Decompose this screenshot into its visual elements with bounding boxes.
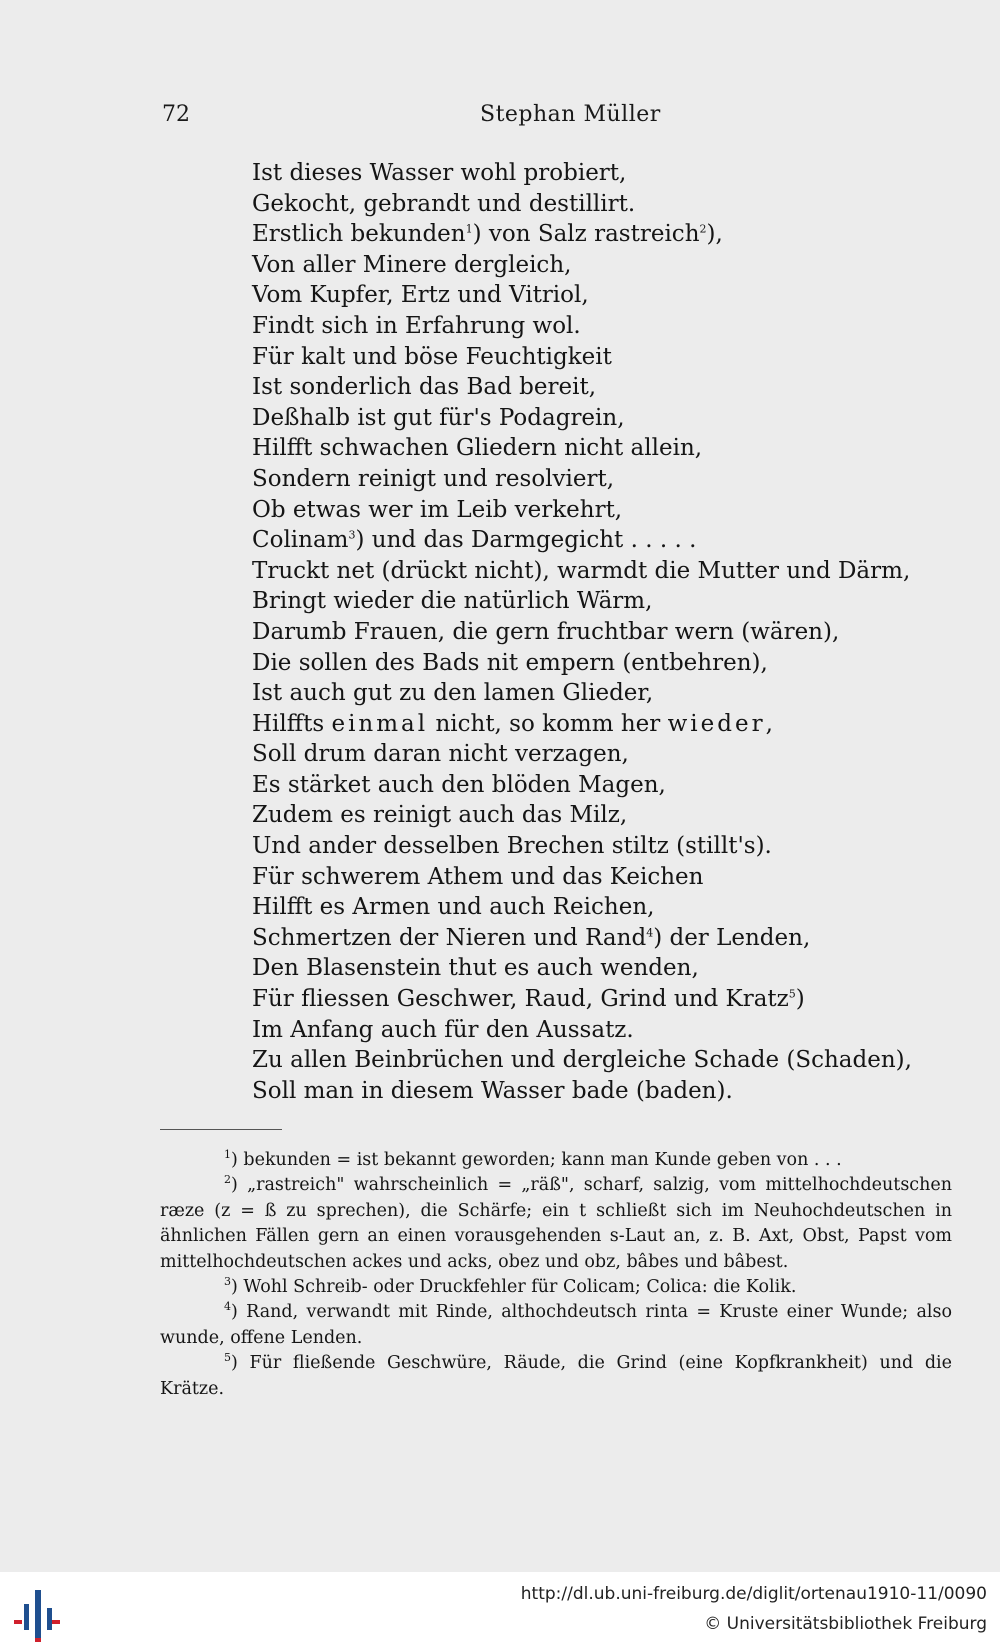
line-text: Bringt wieder die natürlich Wärm,	[252, 588, 653, 615]
page-number: 72	[162, 102, 190, 127]
poem-line	[252, 678, 952, 709]
line-text: Soll man in diesem Wasser bade (baden).	[252, 1077, 733, 1104]
source-url-link[interactable]: http://dl.ub.uni-freiburg.de/diglit/ortenau1910-11/0090	[520, 1584, 987, 1604]
line-text: Soll drum daran nicht verzagen,	[252, 741, 629, 768]
emphasized-text: wieder	[667, 710, 766, 737]
poem-line	[252, 280, 952, 311]
footnote-reference: 4	[646, 926, 654, 940]
footnote-marker: 2	[224, 1173, 231, 1187]
poem-line	[252, 250, 952, 281]
poem-line	[252, 556, 952, 587]
poem-line	[252, 158, 952, 189]
line-text: Vom Kupfer, Ertz und Vitriol,	[252, 282, 589, 309]
line-text: Erstlich bekunden	[252, 221, 466, 248]
line-text: Zudem es reinigt auch das Milz,	[252, 802, 628, 829]
poem-line	[252, 770, 952, 801]
footnote-4	[160, 1300, 952, 1351]
copyright-notice: © Universitätsbibliothek Freiburg	[704, 1614, 987, 1634]
poem-line	[252, 648, 952, 679]
footnote-5	[160, 1351, 952, 1402]
line-text: ) von Salz rastreich	[472, 221, 700, 248]
footnote-3	[160, 1275, 952, 1300]
line-text: Für kalt und böse Feuchtigkeit	[252, 343, 612, 370]
line-text: Gekocht, gebrandt und destillirt.	[252, 190, 636, 217]
line-text: Hilfft schwachen Gliedern nicht allein,	[252, 435, 703, 462]
poem	[252, 158, 952, 1106]
line-text: Hilffts	[252, 710, 332, 737]
line-text: Ob etwas wer im Leib verkehrt,	[252, 496, 623, 523]
line-text: Ist sonderlich das Bad bereit,	[252, 374, 597, 401]
poem-line	[252, 1076, 952, 1107]
line-text: ,	[765, 710, 773, 737]
line-text: ) und das Darmgegicht . . . . .	[355, 527, 697, 554]
footnote-text: ) Wohl Schreib- oder Druckfehler für Colicam; Colica: die Kolik.	[231, 1277, 797, 1298]
line-text: Findt sich in Erfahrung wol.	[252, 312, 581, 339]
line-text: Deßhalb ist gut für's Podagrein,	[252, 404, 625, 431]
line-text: Die sollen des Bads nit empern (entbehren),	[252, 649, 768, 676]
footnote-marker: 5	[224, 1351, 231, 1365]
poem-line	[252, 984, 952, 1015]
footnote-text: ) Rand, verwandt mit Rinde, althochdeutsch rinta = Kruste einer Wunde; also wunde, offene Lenden.	[160, 1302, 952, 1348]
poem-line	[252, 433, 952, 464]
line-text: )	[795, 986, 805, 1013]
poem-line	[252, 403, 952, 434]
line-text: Sondern reinigt und resolviert,	[252, 465, 615, 492]
poem-line	[252, 617, 952, 648]
poem-line	[252, 342, 952, 373]
poem-line	[252, 892, 952, 923]
page-edge	[1000, 0, 1007, 1572]
line-text: nicht, so komm her	[428, 710, 668, 737]
footnote-reference: 3	[348, 528, 356, 542]
poem-line	[252, 525, 952, 556]
footnote-2	[160, 1173, 952, 1275]
line-text: Darumb Frauen, die gern fruchtbar wern (wären),	[252, 618, 840, 645]
poem-line	[252, 495, 952, 526]
line-text: Es stärket auch den blöden Magen,	[252, 771, 666, 798]
line-text: Colinam	[252, 527, 349, 554]
footnote-separator	[160, 1129, 282, 1130]
line-text: Hilfft es Armen und auch Reichen,	[252, 894, 655, 921]
line-text: Schmertzen der Nieren und Rand	[252, 924, 647, 951]
line-text: Truckt net (drückt nicht), warmdt die Mutter und Därm,	[252, 557, 911, 584]
poem-line	[252, 219, 952, 250]
line-text: Den Blasenstein thut es auch wenden,	[252, 955, 699, 982]
poem-line	[252, 953, 952, 984]
footnote-reference: 1	[465, 222, 473, 236]
poem-line	[252, 800, 952, 831]
poem-line	[252, 709, 952, 740]
footnote-text: ) Für fließende Geschwüre, Räude, die Grind (eine Kopfkrankheit) und die Krätze.	[160, 1353, 952, 1399]
line-text: Zu allen Beinbrüchen und dergleiche Schade (Schaden),	[252, 1047, 912, 1074]
footnote-text: ) „rastreich" wahrscheinlich = „räß", scharf, salzig, vom mittelhochdeutschen ræze (z = ß zu sprechen), die Schärfe; ein t schließt sich im Neuhochdeutschen in ähnlichen Fällen gern an einen vorausgehenden s-Laut an, z. B. Axt, Obst, Papst vom mittelhochdeutschen ackes und acks, obez und obz, bâbes und bâbest.	[160, 1175, 952, 1272]
line-text: Und ander desselben Brechen stiltz (stillt's).	[252, 833, 772, 860]
footnotes	[160, 1148, 952, 1402]
footnote-marker: 4	[224, 1300, 231, 1314]
footnote-text: ) bekunden = ist bekannt geworden; kann man Kunde geben von . . .	[231, 1150, 842, 1170]
poem-line	[252, 586, 952, 617]
footnote-marker: 1	[224, 1148, 231, 1162]
line-text: Von aller Minere dergleich,	[252, 251, 572, 278]
line-text: Für schwerem Athem und das Keichen	[252, 863, 704, 890]
line-text: ) der Lenden,	[653, 924, 811, 951]
footnote-reference: 5	[788, 987, 796, 1001]
footnote-1	[160, 1148, 952, 1173]
line-text: Ist dieses Wasser wohl probiert,	[252, 160, 627, 186]
poem-line	[252, 372, 952, 403]
poem-line	[252, 831, 952, 862]
footer-bar	[0, 1572, 1007, 1647]
poem-line	[252, 739, 952, 770]
ub-freiburg-logo-icon	[12, 1586, 64, 1642]
line-text: ),	[706, 221, 723, 248]
poem-line	[252, 189, 952, 220]
running-head: Stephan Müller	[480, 102, 661, 127]
footnote-marker: 3	[224, 1275, 231, 1289]
page-header	[160, 100, 820, 136]
emphasized-text: einmal	[331, 710, 429, 737]
line-text: Für fliessen Geschwer, Raud, Grind und Kratz	[252, 986, 789, 1013]
poem-line	[252, 862, 952, 893]
line-text: Ist auch gut zu den lamen Glieder,	[252, 680, 654, 707]
poem-line	[252, 923, 952, 954]
poem-line	[252, 1015, 952, 1046]
poem-line	[252, 1045, 952, 1076]
poem-line	[252, 311, 952, 342]
poem-line	[252, 464, 952, 495]
footnote-reference: 2	[699, 222, 707, 236]
line-text: Im Anfang auch für den Aussatz.	[252, 1016, 634, 1043]
